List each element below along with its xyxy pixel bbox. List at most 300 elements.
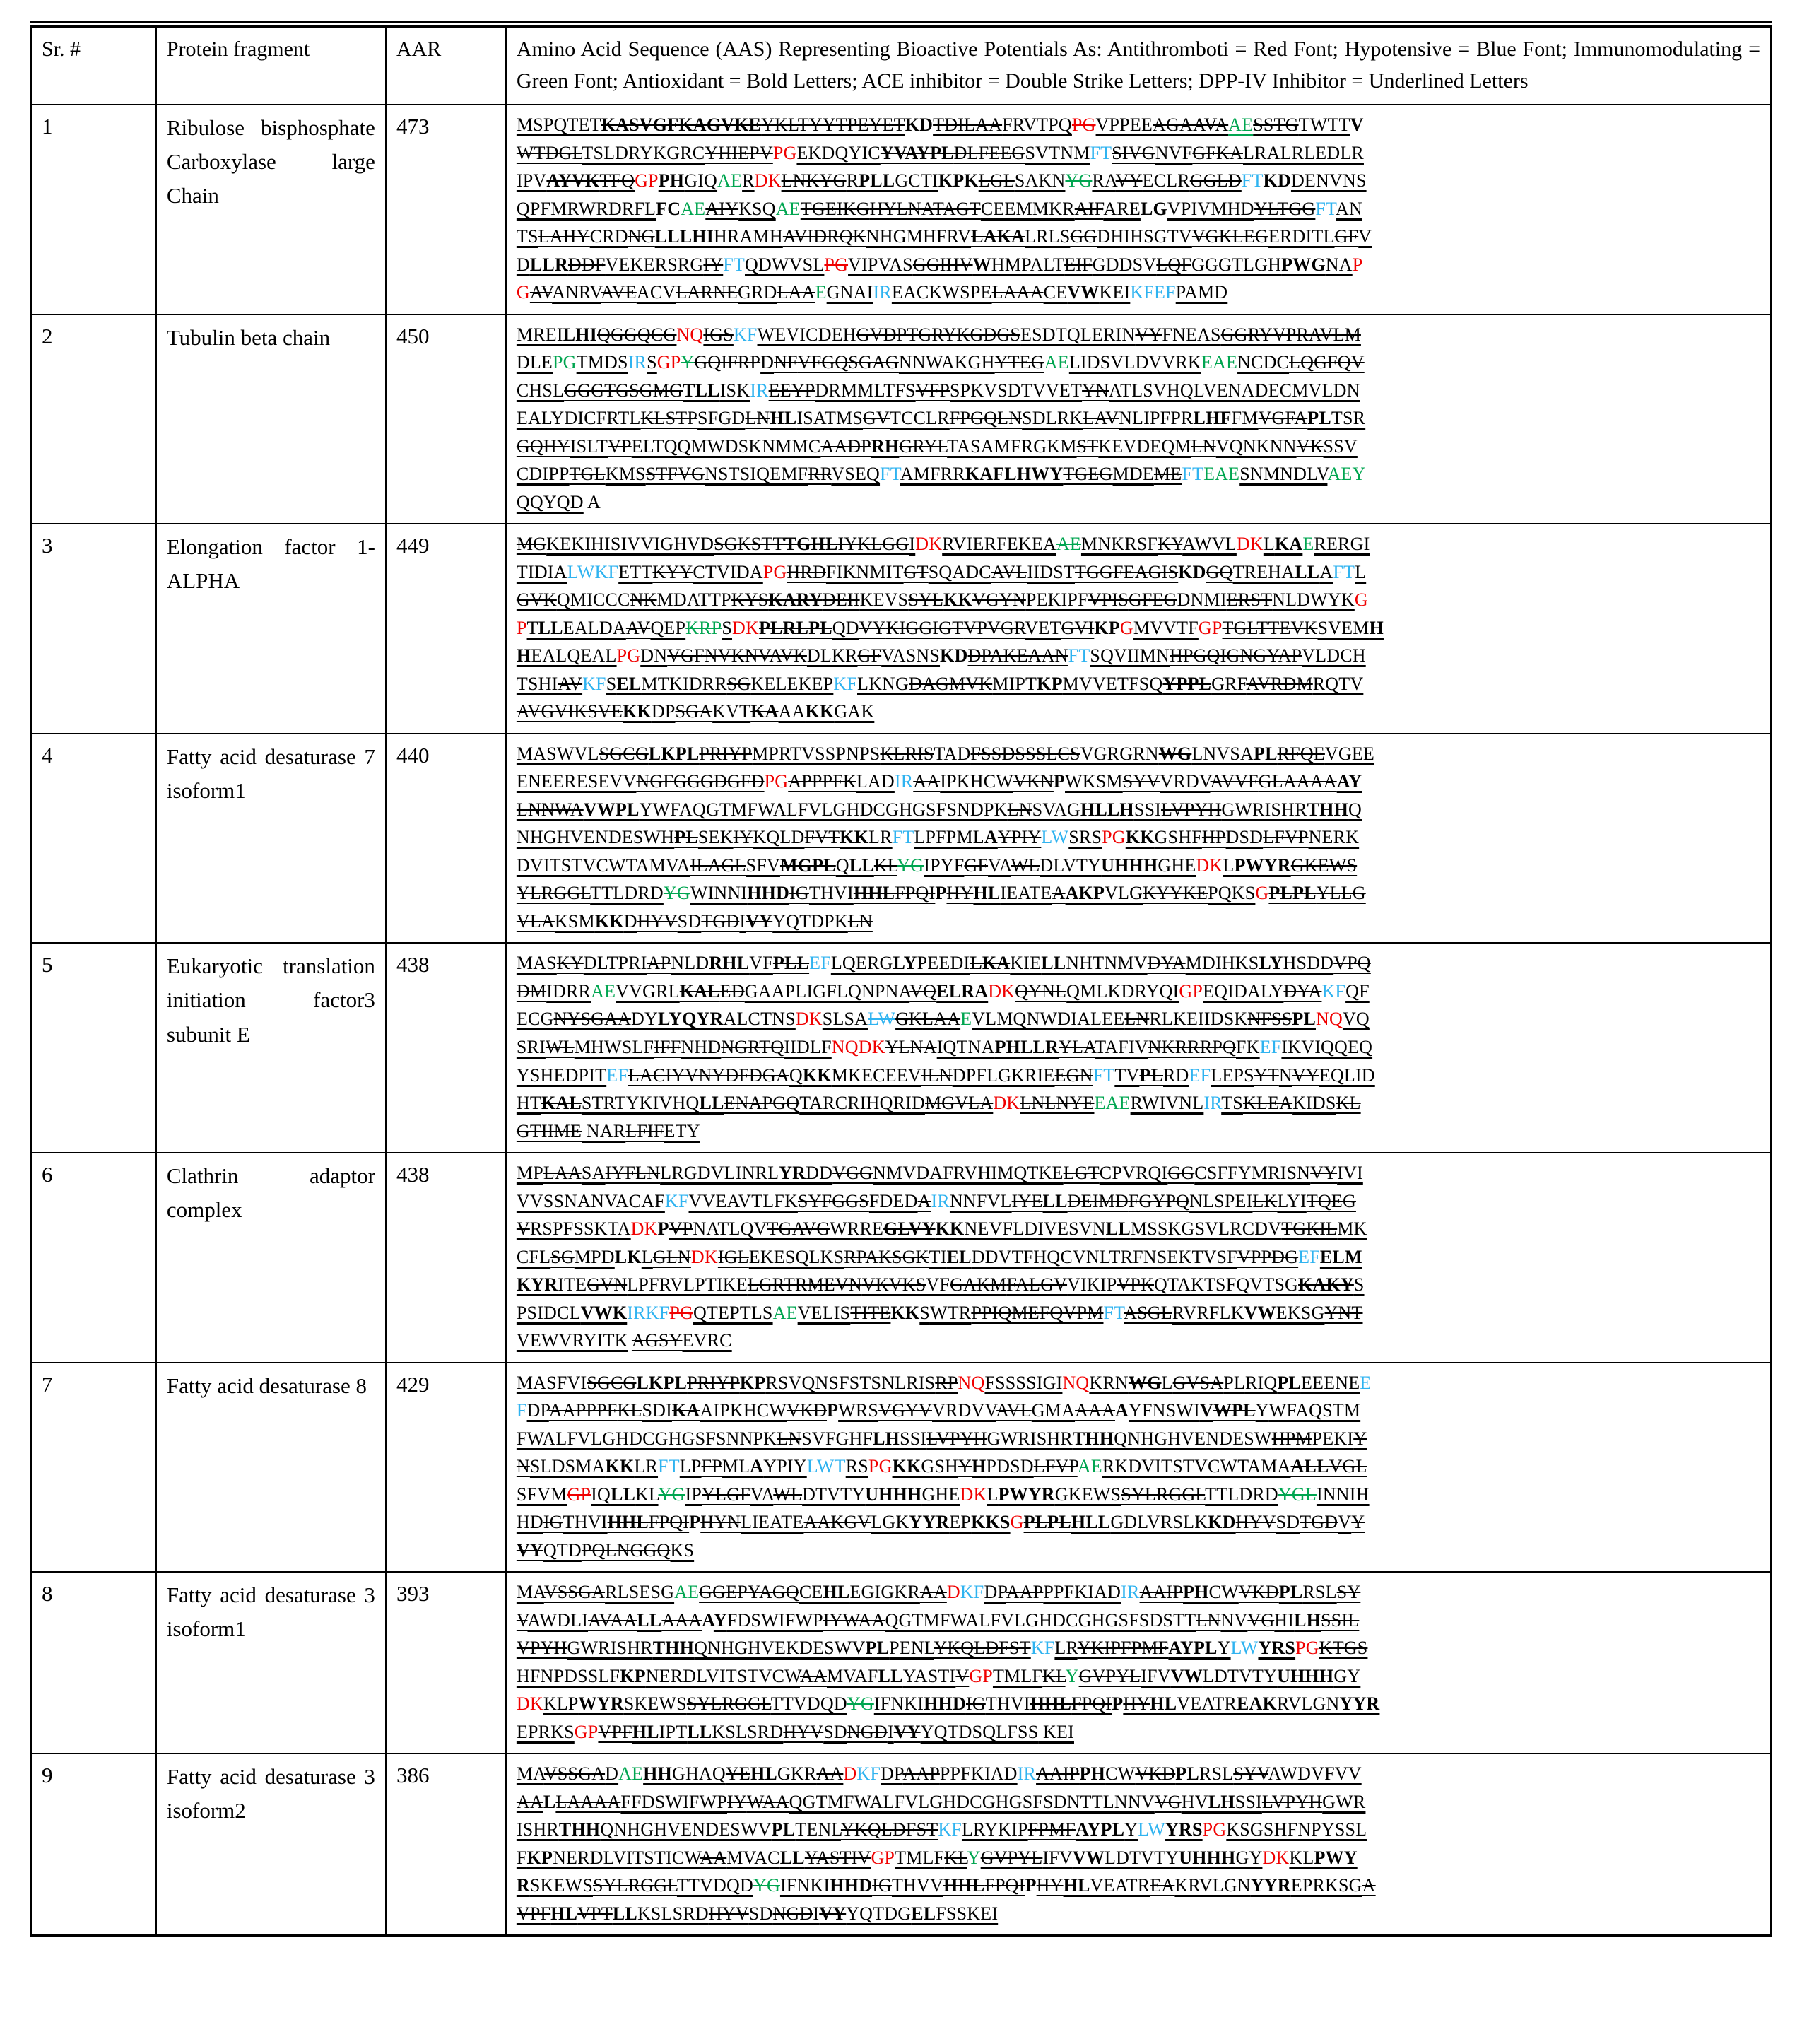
- seq-segment: TARCRIHQRID: [799, 1093, 925, 1114]
- seq-segment: PL: [1175, 1763, 1199, 1785]
- seq-segment: LARNE: [676, 282, 738, 303]
- seq-segment: ERDITL: [1268, 226, 1335, 247]
- seq-segment: SRS: [1068, 827, 1102, 848]
- sequence-line: [517, 1005, 1765, 1033]
- seq-segment: EVRC: [682, 1330, 732, 1351]
- seq-segment: LDTVTY: [1105, 1847, 1179, 1868]
- seq-segment: IQTNA: [936, 1036, 995, 1057]
- sequence-line: [517, 1271, 1765, 1299]
- seq-segment: IDRR: [546, 980, 591, 1002]
- seq-segment: KIDS: [1292, 1093, 1336, 1114]
- seq-segment: H: [1369, 617, 1384, 638]
- seq-segment: AA: [913, 771, 941, 792]
- sequence-line: [517, 1425, 1765, 1453]
- seq-segment: HRAMH: [714, 226, 783, 247]
- seq-segment: IR: [873, 282, 892, 303]
- seq-segment: DLTPRI: [583, 953, 647, 974]
- seq-segment: KK: [890, 1302, 920, 1323]
- seq-segment: LDTVTY: [1202, 1665, 1278, 1686]
- seq-segment: EF: [606, 1064, 628, 1086]
- seq-segment: GF: [964, 854, 989, 876]
- sequence-cell: [506, 524, 1772, 734]
- seq-segment: KMS: [605, 464, 646, 485]
- seq-segment: EPRKS: [516, 1721, 575, 1742]
- seq-segment: KF: [1030, 1638, 1055, 1659]
- seq-segment: YKLTYYTPEYET: [761, 114, 905, 135]
- seq-segment: CEEMMKR: [980, 198, 1075, 219]
- seq-segment: IG: [965, 1693, 986, 1715]
- seq-segment: FRVTPQ: [1002, 114, 1072, 135]
- seq-segment: YE: [725, 1763, 750, 1785]
- seq-segment: YYR: [1250, 1875, 1291, 1896]
- sr-cell: 5: [31, 943, 156, 1153]
- seq-segment: KASVGFKAGVKE: [601, 114, 762, 135]
- seq-segment: FT: [1068, 645, 1090, 666]
- seq-segment: ATLSVHQLVENADECMVLDN: [1109, 380, 1360, 401]
- seq-segment: ALL: [1290, 1456, 1329, 1477]
- sequence-line: [517, 1508, 1765, 1537]
- seq-segment: AE: [717, 170, 743, 192]
- seq-segment: LNVSA: [1191, 743, 1254, 764]
- seq-segment: CW: [1208, 1582, 1239, 1603]
- seq-segment: LRYKIP: [961, 1819, 1028, 1840]
- seq-segment: YWFAQGTMFWALFVLGHDCGHGSFSNDPK: [639, 799, 1008, 820]
- seq-segment: LN: [1007, 799, 1032, 820]
- seq-segment: YTEG: [994, 352, 1044, 373]
- seq-segment: LW: [1138, 1819, 1166, 1840]
- seq-segment: P: [1112, 1693, 1124, 1715]
- seq-segment: N: [516, 1456, 530, 1477]
- seq-segment: SG: [550, 1246, 575, 1267]
- seq-segment: THVV: [891, 1875, 943, 1896]
- seq-segment: GHE: [921, 1484, 960, 1505]
- seq-segment: YN: [1082, 380, 1109, 401]
- seq-segment: CW: [1105, 1763, 1136, 1785]
- seq-segment: YRS: [1258, 1638, 1296, 1659]
- seq-segment: SD: [1276, 1512, 1300, 1533]
- seq-segment: SVFGHF: [801, 1428, 873, 1449]
- seq-segment: MEFQVPM: [1011, 1302, 1104, 1323]
- seq-segment: KPK: [938, 170, 979, 192]
- seq-segment: VPIVMHD: [1167, 198, 1254, 219]
- sequence-cell: [506, 315, 1772, 524]
- seq-segment: NERDLVITSTVCW: [645, 1665, 801, 1686]
- seq-segment: AVVF: [1210, 771, 1259, 792]
- seq-segment: H: [516, 645, 531, 666]
- seq-segment: YFNSWI: [1128, 1400, 1200, 1421]
- seq-segment: EKESQLKS: [748, 1246, 844, 1267]
- seq-segment: VGKLEG: [1191, 226, 1268, 247]
- seq-segment: STRTYKIVHQ: [581, 1093, 700, 1114]
- seq-segment: L: [543, 1791, 556, 1812]
- seq-segment: LRALRLEDLR: [1242, 142, 1364, 163]
- seq-segment: PPIQ: [971, 1302, 1012, 1323]
- seq-segment: GVSA: [1172, 1372, 1224, 1393]
- seq-segment: P: [1352, 254, 1363, 275]
- seq-segment: HHD: [830, 1875, 873, 1896]
- seq-segment: SD: [823, 1721, 847, 1742]
- seq-segment: GGIHV: [912, 254, 973, 275]
- seq-segment: DAGMVK: [909, 673, 993, 694]
- seq-segment: KSQ: [738, 198, 776, 219]
- seq-segment: MSSKGSVLRCDV: [1130, 1218, 1282, 1240]
- seq-segment: TGEIKG: [800, 198, 870, 219]
- sr-cell: 6: [31, 1153, 156, 1363]
- seq-segment: IPKHCW: [940, 771, 1013, 792]
- seq-segment: AKP: [1065, 883, 1105, 904]
- seq-segment: FC: [656, 198, 681, 219]
- seq-segment: CE: [799, 1582, 823, 1603]
- seq-segment: LR: [868, 827, 893, 848]
- seq-segment: RLKEIIDSK: [1149, 1009, 1248, 1030]
- seq-segment: NKRRRPQ: [1148, 1036, 1236, 1057]
- sequence-line: [517, 740, 1765, 768]
- seq-segment: DLKR: [806, 645, 858, 666]
- seq-segment: DPFLGKRIE: [952, 1064, 1055, 1086]
- seq-segment: Y: [713, 1609, 727, 1631]
- seq-segment: GDLVRSLK: [1110, 1512, 1208, 1533]
- seq-segment: KD: [1263, 170, 1291, 192]
- seq-segment: Y: [681, 352, 695, 373]
- seq-segment: KF: [833, 673, 857, 694]
- bioactive-peptide-table: [30, 21, 1772, 1937]
- seq-segment: YLGF: [702, 1484, 750, 1505]
- seq-segment: LLR: [529, 254, 568, 275]
- seq-segment: DK: [732, 617, 759, 638]
- seq-segment: KK: [935, 1218, 965, 1240]
- seq-segment: HL: [1150, 1693, 1177, 1715]
- aar-cell: 393: [386, 1572, 506, 1754]
- seq-segment: UHHH: [1179, 1847, 1236, 1868]
- sequence-line: [517, 1788, 1765, 1816]
- seq-segment: VWK: [580, 1302, 628, 1323]
- sequence-line: [517, 1816, 1765, 1844]
- seq-segment: Q: [1348, 799, 1362, 820]
- seq-segment: YVAYPL: [880, 142, 954, 163]
- sequence-line: [517, 1690, 1765, 1718]
- aar-cell: 440: [386, 734, 506, 944]
- aar-cell: 386: [386, 1754, 506, 1936]
- seq-segment: VGG: [832, 1163, 873, 1184]
- seq-segment: MEVN: [807, 1274, 862, 1296]
- seq-segment: TMDS: [576, 352, 628, 373]
- protein-name-cell: Clathrin adaptor complex: [156, 1153, 386, 1363]
- seq-segment: QMICCC: [556, 589, 630, 611]
- seq-segment: GK: [895, 1009, 923, 1030]
- seq-segment: QF: [1345, 980, 1370, 1002]
- seq-segment: VKD: [1135, 1763, 1176, 1785]
- seq-segment: GLN: [652, 1246, 691, 1267]
- seq-segment: VVEAVTLFK: [688, 1190, 798, 1211]
- seq-segment: TREHA: [1232, 561, 1295, 582]
- seq-segment: WYR: [578, 1693, 624, 1715]
- seq-segment: WEVICDEH: [757, 324, 856, 345]
- seq-segment: KD: [905, 114, 934, 135]
- seq-segment: EF: [809, 953, 831, 974]
- seq-segment: EALYDICFRTL: [516, 408, 641, 429]
- seq-segment: HRD: [787, 561, 826, 582]
- seq-segment: KFEF: [1130, 282, 1176, 303]
- seq-segment: SSTG: [1253, 114, 1299, 135]
- sequence-cell: [506, 943, 1772, 1153]
- seq-segment: EPRKSG: [1290, 1875, 1362, 1896]
- seq-segment: LNKYG: [781, 170, 847, 192]
- seq-segment: STFVG: [645, 464, 705, 485]
- sequence-line: [517, 251, 1765, 279]
- seq-segment: FDSWIFWP: [726, 1609, 823, 1631]
- seq-segment: LAAAA: [555, 1791, 621, 1812]
- seq-segment: THVI: [985, 1693, 1030, 1715]
- seq-segment: FIKNMIT: [825, 561, 904, 582]
- seq-segment: PL: [1254, 743, 1278, 764]
- seq-segment: THH: [1072, 1428, 1114, 1449]
- seq-segment: L: [1161, 1372, 1173, 1393]
- seq-segment: LK: [1252, 1190, 1278, 1211]
- seq-segment: TAD: [934, 743, 971, 764]
- seq-segment: LGL: [978, 170, 1015, 192]
- seq-segment: WAA: [746, 1791, 789, 1812]
- sequence-line: [517, 1844, 1765, 1872]
- seq-segment: LL: [610, 1484, 636, 1505]
- aar-cell: 429: [386, 1363, 506, 1573]
- seq-segment: EGN: [1054, 1064, 1093, 1086]
- seq-segment: GP: [574, 1721, 599, 1742]
- seq-segment: MIPT: [992, 673, 1037, 694]
- seq-segment: LR: [634, 1456, 659, 1477]
- seq-segment: SYFGGS: [797, 1190, 869, 1211]
- seq-segment: DTVTY: [802, 1484, 866, 1505]
- seq-segment: NQ: [676, 324, 704, 345]
- seq-segment: LN: [847, 910, 873, 932]
- seq-segment: IR: [1203, 1093, 1222, 1114]
- sequence-line: [517, 1243, 1765, 1271]
- seq-segment: SPKVSDTVVET: [949, 380, 1083, 401]
- seq-segment: LL: [538, 617, 563, 638]
- seq-segment: PLL: [772, 953, 810, 974]
- seq-segment: TQEG: [1306, 1190, 1356, 1211]
- seq-segment: TTVDQD: [770, 1693, 847, 1715]
- seq-segment: ESDTQLERIN: [1020, 324, 1136, 345]
- seq-segment: LL: [849, 854, 874, 876]
- seq-segment: EAE: [1094, 1093, 1131, 1114]
- seq-segment: VKN: [1013, 771, 1054, 792]
- seq-segment: GFKA: [1192, 142, 1243, 163]
- seq-segment: TGHL: [784, 534, 838, 555]
- sequence-line: [517, 1187, 1765, 1216]
- seq-segment: R: [516, 1875, 530, 1896]
- seq-segment: QTD: [543, 1539, 582, 1561]
- sequence-line: [517, 977, 1765, 1006]
- seq-segment: YPIY: [763, 1456, 807, 1477]
- seq-segment: FT: [658, 1456, 680, 1477]
- seq-segment: GKEWS: [1054, 1484, 1121, 1505]
- seq-segment: HY: [1036, 1875, 1064, 1896]
- seq-segment: GAK: [834, 701, 875, 722]
- seq-segment: KL: [635, 1484, 659, 1505]
- seq-segment: PWYR: [1234, 854, 1291, 876]
- seq-segment: AE: [772, 1302, 798, 1323]
- seq-segment: HYN: [700, 1512, 741, 1533]
- seq-segment: SLDSMA: [529, 1456, 606, 1477]
- seq-segment: MVAC: [726, 1847, 780, 1868]
- seq-segment: AGSY: [631, 1330, 683, 1351]
- seq-segment: WINNI: [690, 883, 748, 904]
- seq-segment: I: [887, 1721, 894, 1742]
- seq-segment: P: [1025, 1875, 1037, 1896]
- seq-segment: Y: [1065, 1665, 1079, 1686]
- seq-segment: AA: [516, 1791, 543, 1812]
- seq-segment: ETY: [664, 1120, 700, 1141]
- seq-segment: VY: [1115, 170, 1143, 192]
- seq-segment: KK: [802, 1064, 832, 1086]
- seq-segment: TGD: [1300, 1512, 1338, 1533]
- sequence-line: [517, 1634, 1765, 1662]
- seq-segment: AA: [700, 1847, 727, 1868]
- seq-segment: TENL: [795, 1819, 841, 1840]
- seq-segment: GGLD: [1189, 170, 1242, 192]
- seq-segment: LQF: [1156, 254, 1192, 275]
- seq-segment: YG: [753, 1875, 780, 1896]
- seq-segment: KP: [620, 1665, 646, 1686]
- sequence-line: [517, 1117, 1765, 1146]
- seq-segment: LL: [1295, 561, 1320, 582]
- seq-segment: ED: [719, 980, 745, 1002]
- sequence-cell: [506, 1754, 1772, 1936]
- seq-segment: DK: [690, 1246, 718, 1267]
- seq-segment: V: [1338, 1512, 1352, 1533]
- seq-segment: FPMF: [1027, 1819, 1076, 1840]
- seq-segment: QD: [832, 617, 859, 638]
- seq-segment: IG: [872, 1875, 892, 1896]
- seq-segment: IG: [543, 1512, 563, 1533]
- seq-segment: IIDST: [1027, 561, 1075, 582]
- seq-segment: PPFKIAD: [1043, 1582, 1121, 1603]
- seq-segment: KF: [664, 1190, 689, 1211]
- seq-segment: LR: [1054, 1638, 1078, 1659]
- sequence-line: [517, 1033, 1765, 1062]
- seq-segment: IGS: [703, 324, 734, 345]
- seq-segment: TV: [1114, 1064, 1140, 1086]
- seq-segment: AAA: [661, 1609, 702, 1631]
- seq-segment: PHLLR: [994, 1036, 1059, 1057]
- sequence-line: [517, 404, 1765, 433]
- sr-cell: 1: [31, 105, 156, 315]
- seq-segment: AV: [625, 617, 651, 638]
- seq-segment: YG: [897, 854, 924, 876]
- seq-segment: GF: [1334, 226, 1359, 247]
- seq-segment: GY: [1235, 1847, 1263, 1868]
- seq-segment: GT: [903, 561, 929, 582]
- seq-segment: A: [1115, 1400, 1129, 1421]
- seq-segment: VY: [1292, 1064, 1319, 1086]
- seq-segment: L: [1223, 854, 1235, 876]
- seq-segment: NLDWYK: [1272, 589, 1355, 611]
- sequence-line: [517, 698, 1765, 726]
- seq-segment: YASTI: [902, 1665, 956, 1686]
- seq-segment: DHIHSGTV: [1097, 226, 1192, 247]
- seq-segment: KF: [960, 1582, 984, 1603]
- seq-segment: KK: [605, 1456, 635, 1477]
- sequence-line: [517, 908, 1765, 936]
- seq-segment: AE: [1056, 534, 1081, 555]
- seq-segment: I: [909, 534, 916, 555]
- seq-segment: HPM: [1271, 1428, 1312, 1449]
- seq-segment: MPD: [574, 1246, 615, 1267]
- seq-segment: YR: [779, 1163, 806, 1184]
- aar-cell: 438: [386, 1153, 506, 1363]
- seq-segment: GHAQ: [671, 1763, 726, 1785]
- seq-segment: KF: [856, 1763, 881, 1785]
- seq-segment: SRI: [516, 1036, 546, 1057]
- seq-segment: AE: [591, 980, 616, 1002]
- seq-segment: RIQ: [1244, 1372, 1278, 1393]
- seq-segment: NGFGGGD: [636, 771, 727, 792]
- sequence-line: [517, 195, 1765, 223]
- seq-segment: HHD: [924, 1693, 966, 1715]
- seq-segment: CTVIDA: [693, 561, 763, 582]
- seq-segment: ML: [722, 1456, 750, 1477]
- seq-segment: MASFVI: [516, 1372, 587, 1393]
- sequence-line: [517, 1662, 1765, 1691]
- seq-segment: VEKERSRG: [605, 254, 704, 275]
- seq-segment: I: [813, 1903, 820, 1924]
- seq-segment: HI: [1274, 1609, 1295, 1631]
- seq-segment: FT: [1103, 1302, 1124, 1323]
- seq-segment: TS: [516, 226, 538, 247]
- seq-segment: KSGSHFNPYSSL: [1226, 1819, 1367, 1840]
- seq-segment: PG: [1202, 1819, 1227, 1840]
- seq-segment: NV: [1220, 1609, 1248, 1631]
- seq-segment: SDLRK: [1022, 408, 1083, 429]
- seq-segment: DP: [651, 701, 676, 722]
- seq-segment: NATLQV: [693, 1218, 767, 1240]
- sequence-line: [517, 1397, 1765, 1425]
- seq-segment: H: [972, 1456, 987, 1477]
- seq-segment: IR: [627, 1302, 646, 1323]
- seq-segment: SDI: [642, 1400, 672, 1421]
- seq-segment: HFNPDSSLF: [516, 1665, 620, 1686]
- seq-segment: LVPYH: [926, 1428, 987, 1449]
- seq-segment: PL: [1139, 1064, 1163, 1086]
- seq-segment: A: [583, 491, 601, 512]
- seq-segment: LPFRVLPTIKE: [627, 1274, 748, 1296]
- seq-segment: Y: [1255, 1400, 1269, 1421]
- sequence-line: [517, 1872, 1765, 1900]
- seq-segment: ILN: [921, 1064, 953, 1086]
- seq-segment: D: [760, 352, 775, 373]
- seq-segment: LNLNYE: [1020, 1093, 1095, 1114]
- seq-segment: TWTT: [1298, 114, 1350, 135]
- seq-segment: PL: [865, 1638, 890, 1659]
- seq-segment: PLPL: [1268, 883, 1317, 904]
- seq-segment: KL: [1336, 1093, 1361, 1114]
- seq-segment: DP: [881, 1763, 903, 1785]
- seq-segment: WRS: [838, 1400, 879, 1421]
- seq-segment: IPT: [659, 1721, 688, 1742]
- seq-segment: GMA: [1031, 1400, 1076, 1421]
- seq-segment: W: [972, 254, 991, 275]
- seq-segment: TGEG: [1063, 464, 1113, 485]
- seq-segment: FPQI: [895, 883, 936, 904]
- seq-segment: HHL: [943, 1875, 985, 1896]
- seq-segment: ECLR: [1142, 170, 1190, 192]
- seq-segment: LRGDVLINRL: [660, 1163, 779, 1184]
- seq-segment: MDIHKS: [1185, 953, 1259, 974]
- seq-segment: WL: [545, 1036, 575, 1057]
- sequence-line: [517, 1900, 1765, 1928]
- seq-segment: EL: [946, 1246, 972, 1267]
- seq-segment: EQLID: [1319, 1064, 1375, 1086]
